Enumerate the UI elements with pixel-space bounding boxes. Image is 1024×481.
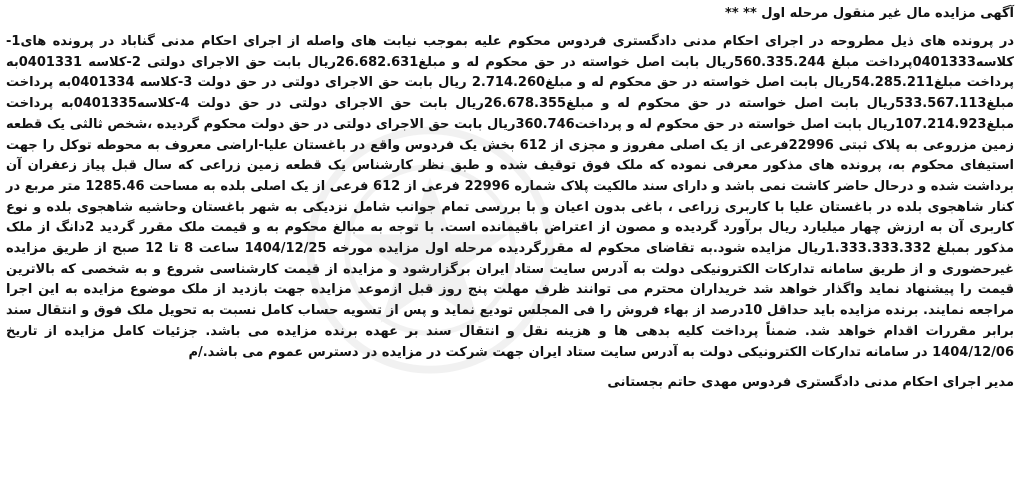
notice-signature: مدیر اجرای احکام مدنی دادگستری فردوس مهدی حاتم بجستانی [607, 375, 1014, 391]
notice-title: آگهی مزایده مال غیر منقول مرحله اول ** ** [725, 6, 1014, 21]
notice-body: در پرونده های ذیل مطروحه در اجرای احکام مدنی دادگستری فردوس محکوم علیه بموجب نیابت های واصله از اجرای احکام مدنی گناباد در پرونده های1-کلاسه0401333پرداخت مبلغ 560.335.244ریال بابت اصل خواسته در حق محکوم له و مبلغ26.682.631ریال بابت حق الاجرای دولتی 2-کلاسه 0401331به پرداخت مبلغ54.285.211ریال بابت اصل خواسته در حق محکوم له و مبلغ2.714.260 ریال بابت حق الاجرای دولتی در حق دولت 3-کلاسه 0401334به پرداخت مبلغ533.567.113ریال بابت اصل خواسته در حق محکوم له و مبلغ26.678.355ریال بابت حق الاجرای دولتی در حق دولت 4-کلاسه0401335به پرداخت مبلغ107.214.923ریال بابت اصل خواسته در حق محکوم له و پرداخت360.746ریال بابت حق الاجرای دولتی در حق دولت محکوم گردیده ،شخص ثالثی یک قطعه زمین مزروعی به پلاک ثبتی 22996فرعی از یک اصلی مفروز و مجزی از 612 بخش یک فردوس واقع در باغستان علیا-اراضی معروف به محوطه توکل را جهت استیفای محکوم به، پرونده های مذکور معرفی نموده که ملک فوق توقیف شده و طبق نظر کارشناس یک قطعه زمین زراعی که سال قبل پیاز زعفران آن برداشت شده و درحال حاضر کاشت نمی باشد و دارای سند مالکیت پلاک شماره 22996 فرعی از 612 فرعی از یک اصلی بلده به مساحت 1285.46 متر مربع در کنار شاهجوی بلده در باغستان علیا با کاربری زراعی ، باغی بدون اعیان و با بررسی تمام جوانب شامل نزدیکی به شهر باغستان وحاشیه شاهجوی بلده و نوع کاربری آن به ارزش چهار میلیارد ریال برآورد گردیده و مصون از اعتراض باقیمانده است. با توجه به مبالغ محکوم به و قیمت ملک مقرر گردید 2دانگ از ملک مذکور بمبلغ 1.333.333.332ریال مزایده شود.به تقاضای محکوم له مقررگردیده مرحله اول مزایده مورخه 1404/12/25 ساعت 8 تا 12 صبح از طریق مزایده غیرحضوری و از طریق سامانه تدارکات الکترونیکی دولت به آدرس سایت ستاد ایران برگزارشود و مزایده از قیمت کارشناسی شروع و به شخصی که بالاترین قیمت را پیشنهاد نماید واگذار خواهد شد خریداران محترم می توانند ظرف مهلت پنج روز قبل ازموعد مزایده جهت بازدید از ملک موضوع مزایده به این اجرا مراجعه نمایند. برنده مزایده باید حداقل 10درصد از بهاء فروش را فی المجلس تودیع نماید و پس از تسویه حساب کامل نسبت به تحویل ملک فوق و انتقال سند برابر مقررات اقدام خواهد شد. ضمناً پرداخت کلیه بدهی ها و هزینه نقل و انتقال سند بر عهده برنده مزایده می باشد. جزئیات کامل مزایده از تاریخ 1404/12/06 در سامانه تدارکات الکترونیکی دولت به آدرس سایت ستاد ایران جهت شرکت در مزایده در دسترس عموم می باشد./م [6, 34, 1015, 360]
auction-notice [6, 4, 1018, 477]
